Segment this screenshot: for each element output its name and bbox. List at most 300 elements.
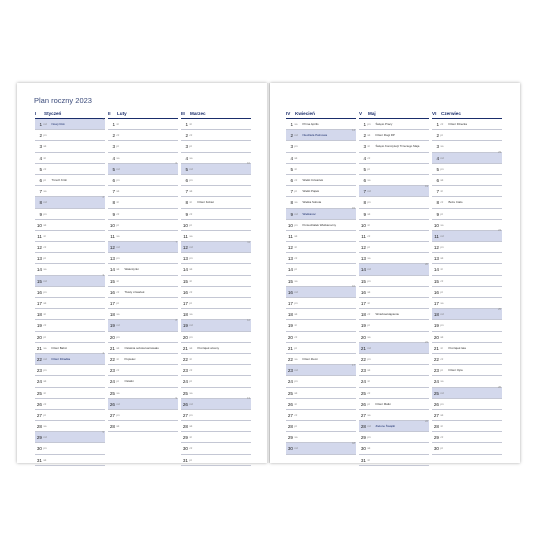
day-row[interactable] xyxy=(432,309,502,320)
day-row[interactable] xyxy=(432,197,502,208)
day-row[interactable] xyxy=(432,421,502,432)
day-row[interactable] xyxy=(35,186,105,197)
weekday-label: wt xyxy=(116,267,120,272)
weekday-label: nd xyxy=(440,155,444,160)
day-row[interactable] xyxy=(359,287,429,298)
day-row[interactable] xyxy=(359,231,429,242)
weekday-label: pn xyxy=(43,368,47,373)
day-row[interactable] xyxy=(359,332,429,343)
day-row[interactable] xyxy=(359,309,429,320)
weekday-label: cz xyxy=(189,289,193,294)
day-row[interactable] xyxy=(108,231,178,242)
day-row[interactable] xyxy=(35,287,105,298)
month-number: IV xyxy=(286,111,291,116)
day-row[interactable] xyxy=(35,388,105,399)
day-row[interactable] xyxy=(108,376,178,387)
day-row[interactable] xyxy=(432,320,502,331)
day-row[interactable] xyxy=(181,320,251,331)
day-number: 12 xyxy=(182,245,188,251)
day-number: 2 xyxy=(39,133,42,139)
weekday-label: śr xyxy=(294,245,297,250)
weekday-label: so xyxy=(189,390,193,395)
weekday-label: śr xyxy=(43,155,46,160)
day-number: 13 xyxy=(109,256,115,262)
day-row[interactable] xyxy=(181,119,251,130)
weekday-label: pn xyxy=(294,222,298,227)
day-row[interactable] xyxy=(108,399,178,410)
day-row[interactable] xyxy=(286,130,356,141)
weekday-label: pn xyxy=(294,144,298,149)
day-row[interactable] xyxy=(286,264,356,275)
day-number: 23 xyxy=(433,368,439,374)
day-number: 13 xyxy=(287,256,293,262)
weekday-label: so xyxy=(294,435,298,440)
day-row[interactable] xyxy=(108,130,178,141)
weekday-label: śr xyxy=(116,278,119,283)
day-row[interactable] xyxy=(359,365,429,376)
weekday-label: cz xyxy=(189,133,193,138)
weekday-label: śr xyxy=(294,401,297,406)
weekday-label: wt xyxy=(367,133,371,138)
week-number: 9 xyxy=(175,397,177,401)
day-row[interactable] xyxy=(181,443,251,454)
day-row[interactable] xyxy=(432,220,502,231)
week-number: 4 xyxy=(102,352,104,356)
day-row[interactable] xyxy=(35,253,105,264)
weekday-label: nd xyxy=(116,166,120,171)
day-number: 1 xyxy=(112,122,115,127)
day-number: 17 xyxy=(36,301,42,306)
day-number: 15 xyxy=(182,278,188,284)
day-row[interactable] xyxy=(108,276,178,287)
week-number: 5 xyxy=(102,430,104,434)
weekday-label: wt xyxy=(116,424,120,429)
day-row[interactable] xyxy=(432,264,502,275)
day-row[interactable] xyxy=(181,432,251,443)
weekday-label: so xyxy=(116,233,120,238)
day-row[interactable] xyxy=(286,410,356,421)
day-row[interactable] xyxy=(35,175,105,186)
day-row[interactable] xyxy=(286,399,356,410)
holiday-label: Wielki Czwartek xyxy=(302,177,324,182)
day-row[interactable] xyxy=(432,443,502,454)
day-row[interactable] xyxy=(108,220,178,231)
day-row[interactable] xyxy=(35,298,105,309)
day-row[interactable] xyxy=(432,287,502,298)
day-number: 9 xyxy=(112,211,115,217)
day-row[interactable] xyxy=(181,388,251,399)
weekday-label: pn xyxy=(116,177,120,182)
day-row[interactable] xyxy=(181,309,251,320)
day-row[interactable] xyxy=(108,141,178,152)
day-row[interactable] xyxy=(286,287,356,298)
weekday-label: śr xyxy=(294,323,297,328)
day-row[interactable] xyxy=(181,242,251,253)
day-row[interactable] xyxy=(432,231,502,242)
day-row[interactable] xyxy=(286,276,356,287)
day-row[interactable] xyxy=(181,276,251,287)
day-row[interactable] xyxy=(286,421,356,432)
day-row[interactable] xyxy=(359,186,429,197)
day-number: 28 xyxy=(433,424,439,430)
day-row[interactable] xyxy=(181,186,251,197)
weekday-label: cz xyxy=(43,166,47,171)
day-row[interactable] xyxy=(108,298,178,309)
day-row[interactable] xyxy=(286,231,356,242)
day-row[interactable] xyxy=(35,164,105,175)
day-row[interactable] xyxy=(35,276,105,287)
day-row[interactable] xyxy=(286,343,356,354)
day-row[interactable] xyxy=(432,410,502,421)
day-row[interactable] xyxy=(359,376,429,387)
day-row[interactable] xyxy=(35,399,105,410)
day-row[interactable] xyxy=(432,130,502,141)
day-row[interactable] xyxy=(108,332,178,343)
day-row[interactable] xyxy=(35,365,105,376)
day-row[interactable] xyxy=(359,455,429,466)
day-row[interactable] xyxy=(432,354,502,365)
day-number: 16 xyxy=(36,289,42,295)
day-row[interactable] xyxy=(108,354,178,365)
day-row[interactable] xyxy=(181,141,251,152)
day-row[interactable] xyxy=(432,153,502,164)
day-row[interactable] xyxy=(35,119,105,130)
day-row[interactable] xyxy=(108,320,178,331)
day-row[interactable] xyxy=(359,320,429,331)
day-row[interactable] xyxy=(181,209,251,220)
month-column xyxy=(108,110,178,432)
day-row[interactable] xyxy=(108,153,178,164)
weekday-label: cz xyxy=(367,390,371,395)
day-row[interactable] xyxy=(181,365,251,376)
day-row[interactable] xyxy=(108,365,178,376)
day-number: 24 xyxy=(433,379,439,385)
weekday-label: śr xyxy=(367,457,370,462)
day-row[interactable] xyxy=(359,432,429,443)
week-number: 1 xyxy=(102,117,104,121)
weekday-label: pn xyxy=(189,412,193,417)
day-row[interactable] xyxy=(108,164,178,175)
weekday-label: pn xyxy=(189,334,193,339)
weekday-label: pt xyxy=(440,133,443,138)
day-number: 9 xyxy=(363,211,366,217)
day-row[interactable] xyxy=(35,141,105,152)
day-row[interactable] xyxy=(35,264,105,275)
day-row[interactable] xyxy=(35,332,105,343)
day-row[interactable] xyxy=(359,443,429,454)
day-number: 20 xyxy=(109,334,115,340)
day-row[interactable] xyxy=(286,153,356,164)
day-row[interactable] xyxy=(359,264,429,275)
day-row[interactable] xyxy=(432,175,502,186)
day-number: 16 xyxy=(287,289,293,295)
weekday-label: cz xyxy=(440,356,444,361)
week-number: 20 xyxy=(425,262,428,266)
day-row[interactable] xyxy=(359,399,429,410)
day-row[interactable] xyxy=(181,354,251,365)
holiday-label: Wielka Sobota xyxy=(302,200,322,205)
weekday-label: śr xyxy=(440,267,443,272)
month-header xyxy=(181,110,251,119)
day-row[interactable] xyxy=(35,432,105,443)
day-row[interactable] xyxy=(35,153,105,164)
holiday-label: Dzień Babci xyxy=(51,345,67,350)
day-row[interactable] xyxy=(35,410,105,421)
week-number: 2 xyxy=(102,195,104,199)
day-number: 12 xyxy=(36,245,42,251)
day-number: 3 xyxy=(363,144,366,150)
day-row[interactable] xyxy=(432,242,502,253)
day-row[interactable] xyxy=(286,197,356,208)
week-number: 3 xyxy=(102,274,104,278)
day-row[interactable] xyxy=(286,119,356,130)
day-number: 14 xyxy=(182,267,188,273)
day-row[interactable] xyxy=(181,399,251,410)
weekday-label: pn xyxy=(440,323,444,328)
day-row[interactable] xyxy=(359,153,429,164)
day-row[interactable] xyxy=(35,220,105,231)
day-row[interactable] xyxy=(35,309,105,320)
day-row[interactable] xyxy=(108,410,178,421)
weekday-label: pn xyxy=(367,122,371,126)
day-row[interactable] xyxy=(359,421,429,432)
day-number: 7 xyxy=(290,189,293,195)
weekday-label: wt xyxy=(440,334,444,339)
holiday-label: Zielone Świątki xyxy=(375,424,395,429)
day-row[interactable] xyxy=(286,376,356,387)
day-number: 1 xyxy=(436,122,439,127)
day-row[interactable] xyxy=(286,432,356,443)
day-number: 27 xyxy=(182,412,188,418)
day-row[interactable] xyxy=(286,164,356,175)
weekday-label: śr xyxy=(189,200,192,205)
day-row[interactable] xyxy=(286,220,356,231)
day-row[interactable] xyxy=(35,242,105,253)
day-row[interactable] xyxy=(181,376,251,387)
day-row[interactable] xyxy=(432,332,502,343)
day-row[interactable] xyxy=(108,343,178,354)
day-row[interactable] xyxy=(181,421,251,432)
weekday-label: nd xyxy=(294,368,298,373)
day-row[interactable] xyxy=(35,197,105,208)
day-row[interactable] xyxy=(35,209,105,220)
day-row[interactable] xyxy=(359,119,429,130)
day-number: 22 xyxy=(287,356,293,362)
day-row[interactable] xyxy=(181,332,251,343)
weekday-label: pn xyxy=(43,211,47,216)
day-row[interactable] xyxy=(181,220,251,231)
day-number: 29 xyxy=(36,435,42,441)
day-number: 26 xyxy=(287,401,293,407)
weekday-label: cz xyxy=(116,133,120,138)
day-row[interactable] xyxy=(432,141,502,152)
day-number: 17 xyxy=(433,301,439,306)
day-row[interactable] xyxy=(432,388,502,399)
day-row[interactable] xyxy=(108,421,178,432)
day-row[interactable] xyxy=(108,186,178,197)
day-row[interactable] xyxy=(359,164,429,175)
day-row[interactable] xyxy=(359,130,429,141)
day-row[interactable] xyxy=(35,421,105,432)
weekday-label: cz xyxy=(367,155,371,160)
month-header xyxy=(286,110,356,119)
day-row[interactable] xyxy=(359,253,429,264)
day-row[interactable] xyxy=(181,253,251,264)
weekday-label: pn xyxy=(294,379,298,384)
weekday-label: pt xyxy=(189,379,192,384)
holiday-label: Wniebowstąpienie xyxy=(375,312,399,317)
day-row[interactable] xyxy=(108,242,178,253)
week-number: 6 xyxy=(175,162,177,166)
weekday-label: pt xyxy=(440,211,443,216)
day-row[interactable] xyxy=(432,376,502,387)
day-number: 25 xyxy=(182,390,188,396)
day-row[interactable] xyxy=(432,186,502,197)
weekday-label: nd xyxy=(116,401,120,406)
day-row[interactable] xyxy=(35,130,105,141)
day-number: 13 xyxy=(433,256,439,262)
day-row[interactable] xyxy=(359,410,429,421)
day-row[interactable] xyxy=(181,164,251,175)
day-number: 30 xyxy=(287,446,293,452)
day-row[interactable] xyxy=(359,343,429,354)
day-row[interactable] xyxy=(108,119,178,130)
day-row[interactable] xyxy=(432,164,502,175)
weekday-label: pn xyxy=(440,401,444,406)
day-row[interactable] xyxy=(432,365,502,376)
day-number: 7 xyxy=(185,189,188,195)
day-row[interactable] xyxy=(359,197,429,208)
day-number: 19 xyxy=(109,323,115,329)
day-row[interactable] xyxy=(286,354,356,365)
day-row[interactable] xyxy=(108,388,178,399)
day-row[interactable] xyxy=(286,388,356,399)
day-row[interactable] xyxy=(359,175,429,186)
day-row[interactable] xyxy=(35,455,105,466)
day-number: 5 xyxy=(112,166,115,172)
day-row[interactable] xyxy=(286,443,356,454)
holiday-label: Święto Pracy xyxy=(375,122,393,126)
day-number: 30 xyxy=(182,446,188,452)
weekday-label: wt xyxy=(367,446,371,451)
day-number: 7 xyxy=(112,189,115,195)
day-row[interactable] xyxy=(359,388,429,399)
day-number: 14 xyxy=(433,267,439,273)
weekday-label: pt xyxy=(440,368,443,373)
day-row[interactable] xyxy=(286,320,356,331)
day-row[interactable] xyxy=(108,209,178,220)
weekday-label: nd xyxy=(440,390,444,395)
day-row[interactable] xyxy=(181,455,251,466)
weekday-label: so xyxy=(189,312,193,317)
day-row[interactable] xyxy=(181,298,251,309)
day-row[interactable] xyxy=(286,365,356,376)
day-number: 15 xyxy=(433,278,439,284)
day-row[interactable] xyxy=(35,354,105,365)
weekday-label: śr xyxy=(43,390,46,395)
weekday-label: pt xyxy=(294,189,297,194)
day-row[interactable] xyxy=(359,354,429,365)
day-row[interactable] xyxy=(359,141,429,152)
day-row[interactable] xyxy=(35,376,105,387)
weekday-label: cz xyxy=(367,312,371,317)
day-row[interactable] xyxy=(181,197,251,208)
weekday-label: pt xyxy=(367,323,370,328)
day-number: 21 xyxy=(360,345,366,351)
day-row[interactable] xyxy=(108,253,178,264)
day-row[interactable] xyxy=(359,298,429,309)
weekday-label: wt xyxy=(294,312,298,317)
day-row[interactable] xyxy=(181,175,251,186)
day-row[interactable] xyxy=(181,264,251,275)
week-number: 8 xyxy=(175,318,177,322)
day-row[interactable] xyxy=(359,220,429,231)
day-row[interactable] xyxy=(286,186,356,197)
day-row[interactable] xyxy=(359,209,429,220)
day-row[interactable] xyxy=(432,343,502,354)
day-row[interactable] xyxy=(108,264,178,275)
day-row[interactable] xyxy=(181,153,251,164)
day-number: 27 xyxy=(360,412,366,418)
weekday-label: pn xyxy=(189,256,193,261)
day-row[interactable] xyxy=(181,410,251,421)
day-row[interactable] xyxy=(432,119,502,130)
day-row[interactable] xyxy=(35,443,105,454)
day-row[interactable] xyxy=(286,141,356,152)
day-row[interactable] xyxy=(286,242,356,253)
day-row[interactable] xyxy=(432,432,502,443)
day-row[interactable] xyxy=(108,287,178,298)
day-row[interactable] xyxy=(432,209,502,220)
day-number: 22 xyxy=(109,356,115,362)
day-row[interactable] xyxy=(286,332,356,343)
day-row[interactable] xyxy=(286,209,356,220)
day-row[interactable] xyxy=(286,175,356,186)
day-row[interactable] xyxy=(432,399,502,410)
weekday-label: śr xyxy=(367,379,370,384)
day-row[interactable] xyxy=(286,309,356,320)
day-number: 18 xyxy=(433,312,439,318)
day-row[interactable] xyxy=(286,298,356,309)
holiday-label: Boże Ciało xyxy=(448,200,463,205)
day-number: 3 xyxy=(436,144,439,150)
day-row[interactable] xyxy=(432,276,502,287)
weekday-label: wt xyxy=(189,189,193,194)
day-row[interactable] xyxy=(359,242,429,253)
day-row[interactable] xyxy=(108,197,178,208)
day-row[interactable] xyxy=(181,287,251,298)
day-row[interactable] xyxy=(35,320,105,331)
day-number: 26 xyxy=(36,401,42,407)
day-row[interactable] xyxy=(108,309,178,320)
day-row[interactable] xyxy=(432,253,502,264)
day-row[interactable] xyxy=(181,231,251,242)
weekday-label: wt xyxy=(440,177,444,182)
day-row[interactable] xyxy=(181,130,251,141)
day-row[interactable] xyxy=(432,298,502,309)
weekday-label: śr xyxy=(367,144,370,149)
day-number: 11 xyxy=(434,233,439,239)
day-row[interactable] xyxy=(286,253,356,264)
day-number: 9 xyxy=(185,211,188,217)
day-number: 23 xyxy=(36,368,42,374)
day-row[interactable] xyxy=(35,231,105,242)
day-number: 8 xyxy=(39,200,42,206)
day-row[interactable] xyxy=(181,343,251,354)
day-row[interactable] xyxy=(35,343,105,354)
day-row[interactable] xyxy=(359,276,429,287)
day-row[interactable] xyxy=(108,175,178,186)
